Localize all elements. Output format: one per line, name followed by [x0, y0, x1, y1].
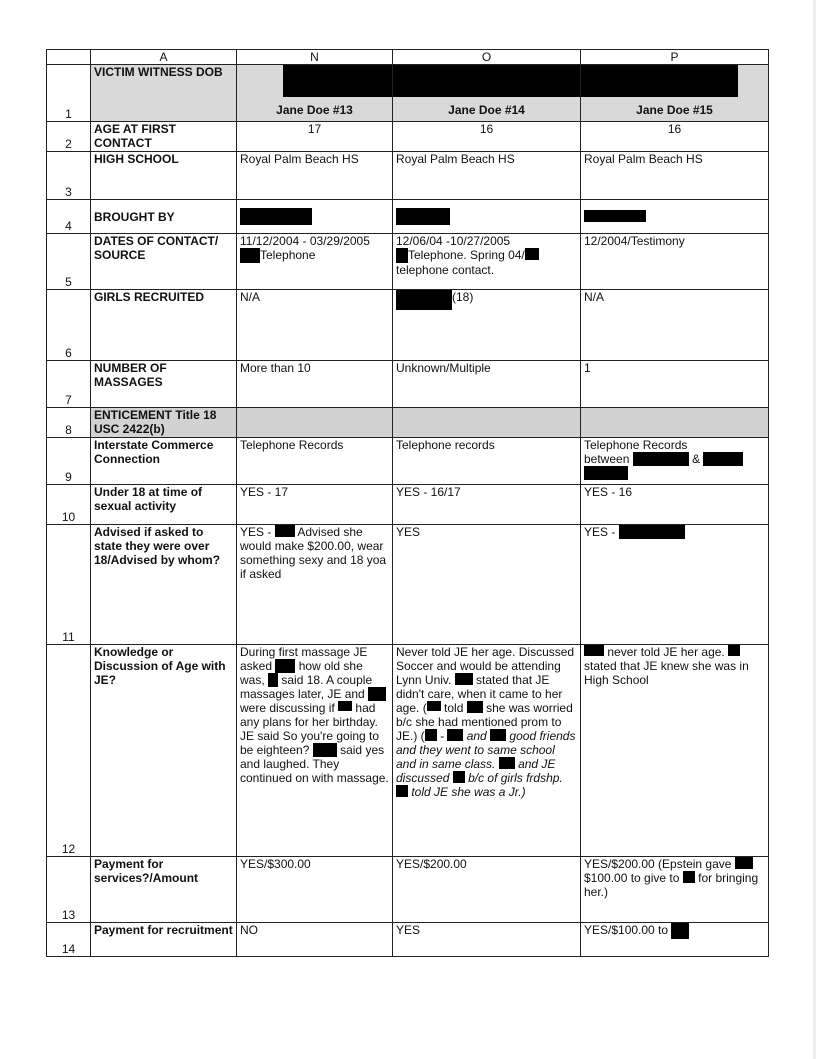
- row-label: HIGH SCHOOL: [91, 152, 237, 200]
- cell: N/A: [581, 290, 769, 361]
- cell: [393, 234, 581, 290]
- table-row: [47, 200, 769, 234]
- cell: Unknown/Multiple: [393, 361, 581, 408]
- knowledge-text: b/c of girls frdshp.: [468, 771, 563, 785]
- payment-text: $100.00 to give to: [584, 871, 680, 885]
- contact-source: Telephone. Spring 04/: [408, 248, 525, 262]
- knowledge-text: During first massage JE asked: [240, 645, 368, 673]
- row-label: BROUGHT BY: [91, 200, 237, 234]
- redaction-box: [396, 290, 452, 310]
- redaction-box: [633, 452, 689, 466]
- row-number: 5: [47, 234, 91, 290]
- knowledge-text: and: [466, 729, 487, 743]
- cell: [581, 525, 769, 645]
- cell-knowledge-o: [393, 645, 581, 857]
- corner-cell: [47, 50, 91, 65]
- knowledge-text: and JE discussed: [396, 757, 556, 785]
- redaction-box: [425, 729, 437, 741]
- cell: NO: [237, 923, 393, 957]
- cell: YES - 17: [237, 485, 393, 525]
- advised-text: YES -: [240, 525, 272, 539]
- jane-doe-14-header: [393, 65, 581, 122]
- knowledge-text: good friends and they went to same school and in same class.: [396, 729, 576, 771]
- payment-text: YES/$200.00 (Epstein gave: [584, 857, 732, 871]
- redaction-box: [447, 729, 463, 741]
- column-header-n: N: [237, 50, 393, 65]
- row-label: Advised if asked to state they were over 18/Advised by whom?: [91, 525, 237, 645]
- row-label: Payment for recruitment: [91, 923, 237, 957]
- redaction-box: [313, 743, 337, 757]
- redaction-box: [584, 645, 604, 656]
- jane-doe-15-header: [581, 65, 769, 122]
- row-number: 12: [47, 645, 91, 857]
- redaction-box: [735, 857, 753, 869]
- cell-knowledge-n: [237, 645, 393, 857]
- redaction-box: [525, 248, 539, 260]
- row-number: 11: [47, 525, 91, 645]
- cell: YES: [393, 525, 581, 645]
- recruit-text: YES/$100.00 to: [584, 923, 669, 937]
- cell-knowledge-p: [581, 645, 769, 857]
- row-number: 14: [47, 923, 91, 957]
- knowledge-text: stated that JE didn't care, when it came to her age. (: [396, 673, 563, 715]
- column-header-row: [47, 50, 769, 65]
- redaction-box: [490, 729, 506, 741]
- redaction-box: [427, 701, 441, 711]
- advised-text: YES -: [584, 525, 616, 539]
- table-row: [47, 152, 769, 200]
- redaction-box: [240, 208, 312, 225]
- knowledge-text: never told JE her age.: [607, 645, 725, 659]
- interstate-text: &: [692, 452, 701, 466]
- redaction-box: [584, 466, 628, 480]
- redaction-box: [455, 673, 473, 685]
- cell: YES - 16: [581, 485, 769, 525]
- table-row: [47, 438, 769, 485]
- redaction-box: [240, 248, 260, 263]
- row-number: 9: [47, 438, 91, 485]
- knowledge-text: were discussing if: [240, 701, 335, 715]
- table-row: [47, 525, 769, 645]
- table-row: [47, 923, 769, 957]
- row-label: Under 18 at time of sexual activity: [91, 485, 237, 525]
- redaction-box: [683, 871, 695, 883]
- knowledge-text: told: [444, 701, 464, 715]
- victim-name: Jane Doe #14: [448, 103, 525, 117]
- cell: Royal Palm Beach HS: [581, 152, 769, 200]
- cell: [393, 290, 581, 361]
- row-number: 8: [47, 408, 91, 438]
- cell: Telephone records: [393, 438, 581, 485]
- table-row: [47, 65, 769, 122]
- interstate-text: Telephone Records: [584, 438, 688, 452]
- table-row: [47, 857, 769, 923]
- row-label: AGE AT FIRST CONTACT: [91, 122, 237, 152]
- row-number: 10: [47, 485, 91, 525]
- cell: [581, 408, 769, 438]
- row-label: Interstate Commerce Connection: [91, 438, 237, 485]
- table-row: [47, 485, 769, 525]
- cell: [237, 200, 393, 234]
- payment-text: for bringing her.): [584, 871, 759, 899]
- redaction-box: [368, 687, 386, 701]
- contact-source: Telephone: [260, 248, 316, 262]
- row-label: Payment for services?/Amount: [91, 857, 237, 923]
- advised-text: Advised she would make $200.00, wear something sexy and 18 yoa if asked: [240, 525, 387, 581]
- redaction-box: [584, 210, 646, 222]
- cell: [581, 438, 769, 485]
- table-row: [47, 234, 769, 290]
- table-row: [47, 361, 769, 408]
- victim-name: Jane Doe #13: [276, 103, 353, 117]
- cell: [237, 234, 393, 290]
- recruited-count: (18): [452, 290, 474, 304]
- cell: 16: [581, 122, 769, 152]
- knowledge-text: told JE she was a Jr.): [411, 785, 526, 799]
- column-header-o: O: [393, 50, 581, 65]
- cell: [237, 525, 393, 645]
- redaction-box: [396, 785, 408, 797]
- interstate-text: between: [584, 452, 630, 466]
- redaction-box: [728, 645, 740, 656]
- cell: [393, 200, 581, 234]
- redaction-box: [275, 525, 295, 537]
- cell: YES/$200.00: [393, 857, 581, 923]
- row-number: 4: [47, 200, 91, 234]
- redaction-box: [268, 673, 278, 687]
- cell: [581, 923, 769, 957]
- row-number: 7: [47, 361, 91, 408]
- redaction-box: [275, 659, 295, 673]
- cell: YES: [393, 923, 581, 957]
- knowledge-text: -: [440, 729, 445, 743]
- cell: [581, 200, 769, 234]
- row-number: 3: [47, 152, 91, 200]
- redaction-box: [467, 701, 483, 713]
- table-row: [47, 645, 769, 857]
- row-number: 1: [47, 65, 91, 122]
- contact-dates: 12/06/04 -10/27/2005: [396, 234, 511, 248]
- cell: 1: [581, 361, 769, 408]
- redaction-box: [499, 757, 515, 769]
- contact-source: telephone contact.: [396, 263, 495, 277]
- row-number: 13: [47, 857, 91, 923]
- cell: [393, 408, 581, 438]
- cell: More than 10: [237, 361, 393, 408]
- row-number: 2: [47, 122, 91, 152]
- victim-name: Jane Doe #15: [636, 103, 713, 117]
- redaction-box: [396, 248, 408, 263]
- knowledge-text: said yes and laughed. They continued on with massage.: [240, 743, 389, 785]
- row-label: Knowledge or Discussion of Age with JE?: [91, 645, 237, 857]
- table-row: [47, 408, 769, 438]
- redaction-box: [396, 208, 450, 225]
- cell: 17: [237, 122, 393, 152]
- table-row: [47, 290, 769, 361]
- knowledge-text: she was worried b/c she had mentioned prom to JE.) (: [396, 701, 573, 743]
- knowledge-text: said 18. A couple massages later, JE and: [240, 673, 373, 701]
- redaction-box: [703, 452, 743, 466]
- contact-dates: 11/12/2004 - 03/29/2005: [240, 234, 370, 248]
- row-label: NUMBER OF MASSAGES: [91, 361, 237, 408]
- table-row: [47, 122, 769, 152]
- cell: YES/$300.00: [237, 857, 393, 923]
- cell: 16: [393, 122, 581, 152]
- row-label-enticement: ENTICEMENT Title 18 USC 2422(b): [91, 408, 237, 438]
- cell: YES - 16/17: [393, 485, 581, 525]
- column-header-p: P: [581, 50, 769, 65]
- jane-doe-13-header: [237, 65, 393, 122]
- redaction-box: [671, 923, 689, 939]
- redaction-box: [453, 771, 465, 783]
- cell: 12/2004/Testimony: [581, 234, 769, 290]
- cell: N/A: [237, 290, 393, 361]
- knowledge-text: had any plans for her birthday. JE said So you're going to be eighteen?: [240, 701, 380, 757]
- cell: [237, 408, 393, 438]
- row-label: GIRLS RECRUITED: [91, 290, 237, 361]
- knowledge-text: how old she was,: [240, 659, 363, 687]
- cell: Royal Palm Beach HS: [237, 152, 393, 200]
- redaction-box: [338, 701, 352, 711]
- column-header-a: A: [91, 50, 237, 65]
- knowledge-text: Never told JE her age. Discussed Soccer and would be attending Lynn Univ.: [396, 645, 575, 687]
- cell: Telephone Records: [237, 438, 393, 485]
- knowledge-text: stated that JE knew she was in High School: [584, 659, 749, 687]
- row-label-dob: VICTIM WITNESS DOB: [91, 65, 237, 122]
- row-label: DATES OF CONTACT/ SOURCE: [91, 234, 237, 290]
- cell: Royal Palm Beach HS: [393, 152, 581, 200]
- cell: [581, 857, 769, 923]
- spreadsheet-table: [46, 49, 769, 957]
- redaction-box: [619, 525, 685, 539]
- row-number: 6: [47, 290, 91, 361]
